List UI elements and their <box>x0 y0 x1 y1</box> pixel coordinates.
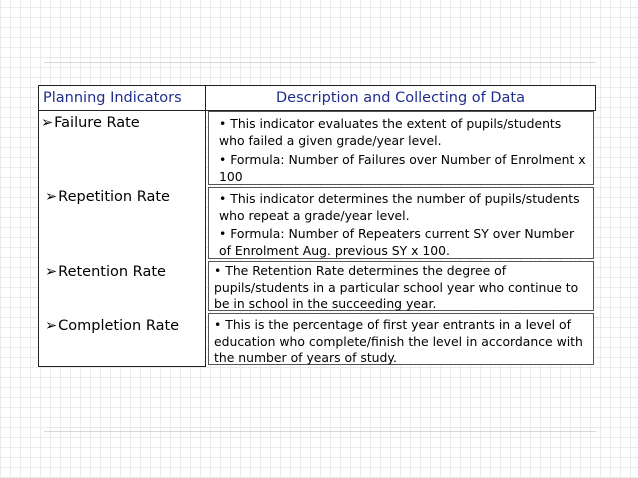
arrow-bullet-icon: ➢ <box>45 264 58 280</box>
header-description: Description and Collecting of Data <box>276 90 525 106</box>
indicator-label: Completion Rate <box>58 318 180 334</box>
description-completion-rate <box>208 313 594 365</box>
description-paragraph: • Formula: Number of Repeaters current SY over Number of Enrolment Aug. previous SY x 100. <box>219 226 575 258</box>
description-repetition-rate <box>208 187 594 259</box>
indicator-repetition-rate <box>45 189 170 205</box>
table-header <box>38 85 596 111</box>
indicator-failure-rate <box>41 115 140 131</box>
description-paragraph: • This is the percentage of first year entrants in a level of education who complete/finish the level in accordance with the number of years of study. <box>214 317 583 365</box>
arrow-bullet-icon: ➢ <box>45 189 58 205</box>
indicator-label: Repetition Rate <box>58 189 170 205</box>
indicator-completion-rate <box>45 318 179 334</box>
top-divider-line <box>44 62 596 63</box>
description-paragraph: • This indicator evaluates the extent of pupils/students who failed a given grade/year level. <box>219 116 562 148</box>
description-retention-rate <box>208 261 594 311</box>
indicator-label: Retention Rate <box>58 264 166 280</box>
indicator-column <box>38 111 206 367</box>
arrow-bullet-icon: ➢ <box>45 318 58 334</box>
description-paragraph: • This indicator determines the number of pupils/students who repeat a grade/year level. <box>219 191 580 223</box>
description-paragraph: • The Retention Rate determines the degree of pupils/students in a particular school year who continue to be in school in the succeeding year. <box>214 263 579 311</box>
header-planning-indicators: Planning Indicators <box>39 86 206 110</box>
description-failure-rate <box>208 111 594 185</box>
indicator-retention-rate <box>45 264 166 280</box>
arrow-bullet-icon: ➢ <box>41 115 54 131</box>
description-paragraph: • Formula: Number of Failures over Number of Enrolment x 100 <box>219 152 586 184</box>
bottom-divider-line <box>44 431 596 432</box>
indicator-label: Failure Rate <box>54 115 140 131</box>
